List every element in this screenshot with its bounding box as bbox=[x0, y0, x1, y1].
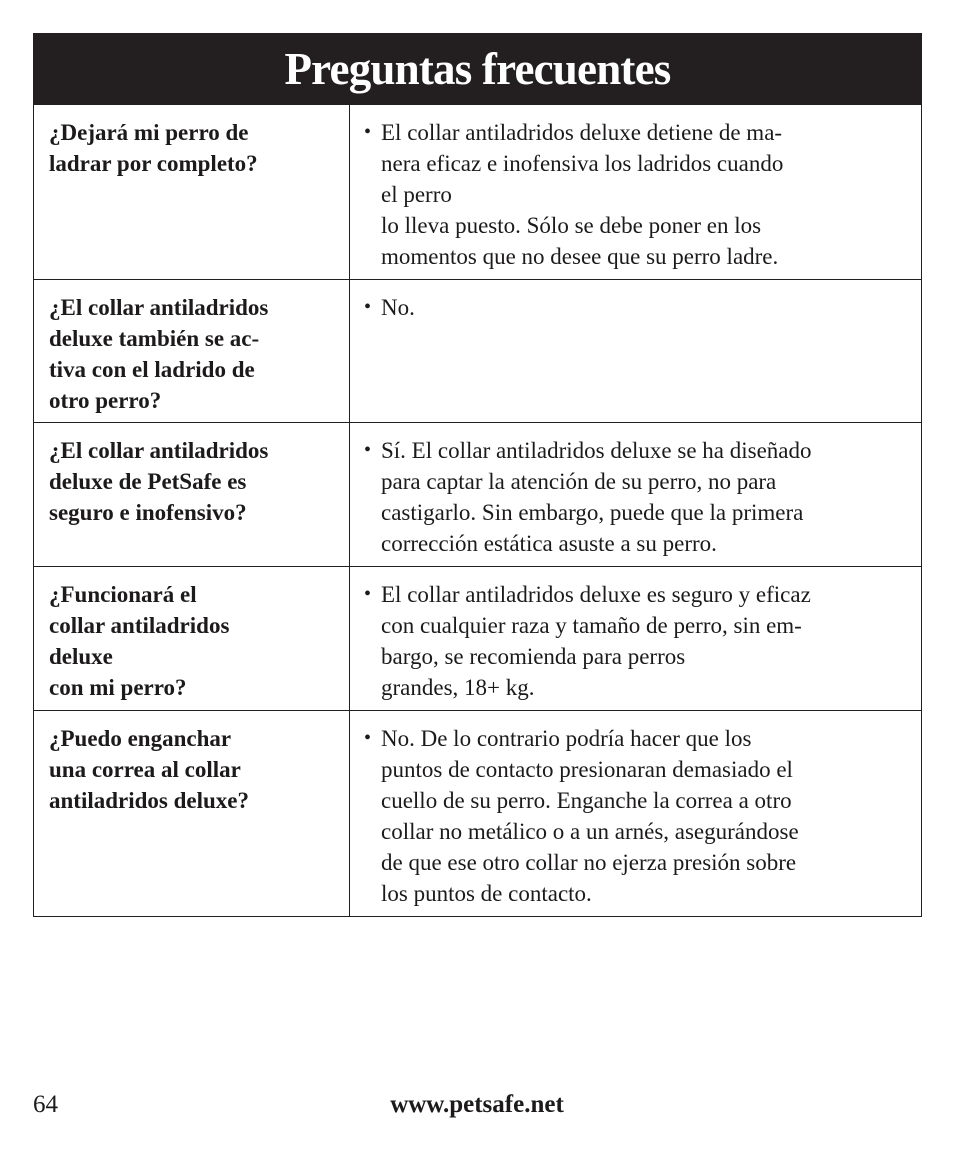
faq-question: ¿El collar antiladridos deluxe de PetSafe es seguro e inofensivo? bbox=[34, 423, 350, 566]
faq-row bbox=[34, 279, 921, 422]
faq-row bbox=[34, 710, 921, 916]
bullet-icon: • bbox=[364, 583, 372, 605]
faq-answer bbox=[350, 280, 921, 422]
faq-row bbox=[34, 422, 921, 566]
website-url: www.petsafe.net bbox=[390, 1091, 564, 1118]
faq-answer-text: No. bbox=[381, 295, 415, 320]
faq-answer bbox=[350, 105, 921, 279]
faq-answer bbox=[350, 711, 921, 916]
faq-question: ¿Puedo enganchar una correa al collar antiladridos deluxe? bbox=[34, 711, 350, 916]
faq-answer-text: No. De lo contrario podría hacer que los puntos de contacto presionaran demasiado el cuello de su perro. Enganche la correa a otro collar no metálico o a un arnés, asegurándose de que ese otro collar no ejerza presión sobre los puntos de contacto. bbox=[381, 726, 799, 906]
bullet-icon: • bbox=[364, 727, 372, 749]
faq-table bbox=[33, 33, 922, 917]
page-title: Preguntas frecuentes bbox=[34, 34, 921, 104]
faq-answer-text: El collar antiladridos deluxe detiene de ma- nera eficaz e inofensiva los ladridos cuando el perro lo lleva puesto. Sólo se debe poner en los momentos que no desee que su perro ladre. bbox=[381, 120, 784, 269]
faq-row bbox=[34, 104, 921, 279]
faq-question: ¿Funcionará el collar antiladridos deluxe con mi perro? bbox=[34, 567, 350, 710]
faq-row bbox=[34, 566, 921, 710]
faq-answer bbox=[350, 567, 921, 710]
faq-question: ¿El collar antiladridos deluxe también se ac- tiva con el ladrido de otro perro? bbox=[34, 280, 350, 422]
page-number: 64 bbox=[33, 1091, 58, 1118]
faq-question: ¿Dejará mi perro de ladrar por completo? bbox=[34, 105, 350, 279]
faq-answer-text: Sí. El collar antiladridos deluxe se ha diseñado para captar la atención de su perro, no para castigarlo. Sin embargo, puede que la primera corrección estática asuste a su perro. bbox=[381, 438, 812, 556]
faq-answer-text: El collar antiladridos deluxe es seguro y eficaz con cualquier raza y tamaño de perro, sin em- bargo, se recomienda para perros grandes, 18+ kg. bbox=[381, 582, 811, 700]
bullet-icon: • bbox=[364, 296, 372, 318]
bullet-icon: • bbox=[364, 439, 372, 461]
bullet-icon: • bbox=[364, 121, 372, 143]
faq-answer bbox=[350, 423, 921, 566]
